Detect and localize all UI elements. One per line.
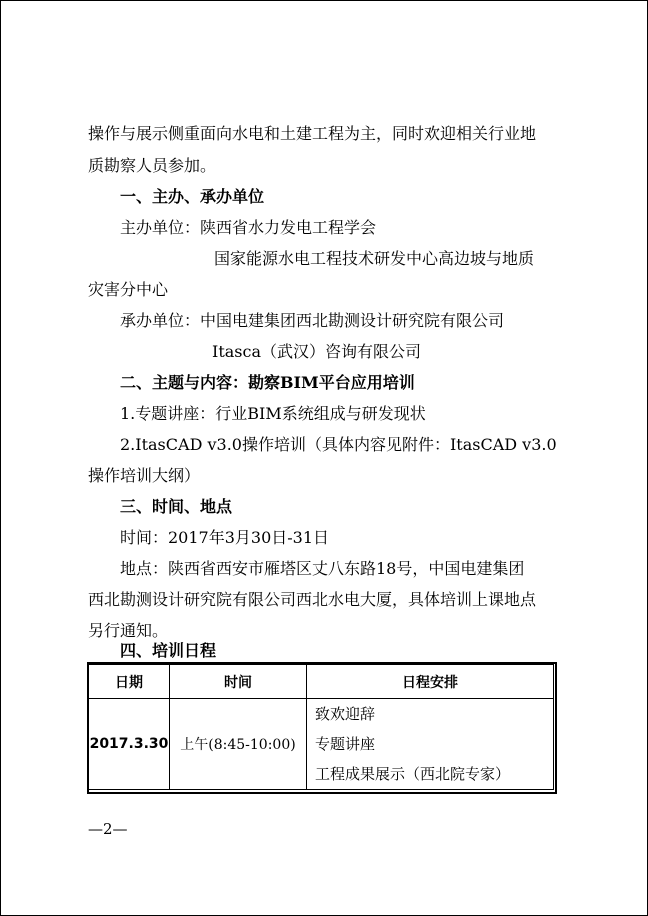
arrangement-item: 工程成果展示（西北院专家） xyxy=(315,765,511,783)
header-time: 时间 xyxy=(170,665,307,699)
topic-item-1: 1.专题讲座：行业BIM系统组成与研发现状 xyxy=(120,404,426,423)
intro-line-2: 质勘察人员参加。 xyxy=(88,156,217,175)
section-2-title: 二、主题与内容：勘察BIM平台应用培训 xyxy=(120,373,415,392)
organizer-org-2: Itasca（武汉）咨询有限公司 xyxy=(212,342,422,361)
section-1-title: 一、主办、承办单位 xyxy=(120,187,265,206)
row-arrangement xyxy=(307,699,554,790)
header-arrangement: 日程安排 xyxy=(307,665,554,699)
organizer-unit-line: 承办单位：中国电建集团西北勘测设计研究院有限公司 xyxy=(120,311,505,330)
topic-item-2-line-1: 2.ItasCAD v3.0操作培训（具体内容见附件：ItasCAD v3.0 xyxy=(120,435,557,454)
table-row xyxy=(89,699,554,790)
page-number: —2— xyxy=(88,820,128,838)
host-org-2-line-1: 国家能源水电工程技术研发中心高边坡与地质 xyxy=(214,249,535,268)
time-line: 时间：2017年3月30日-31日 xyxy=(120,528,330,547)
topic-item-2-line-2: 操作培训大纲） xyxy=(88,466,201,485)
location-line-3: 另行通知。 xyxy=(88,621,169,640)
section-4-title: 四、培训日程 xyxy=(120,641,217,660)
row-date: 2017.3.30 xyxy=(89,699,170,790)
arrangement-item: 致欢迎辞 xyxy=(315,705,376,723)
section-3-title: 三、时间、地点 xyxy=(120,497,233,516)
intro-line-1: 操作与展示侧重面向水电和土建工程为主，同时欢迎相关行业地 xyxy=(88,124,537,143)
schedule-header-row xyxy=(89,665,554,699)
host-org-2-line-2: 灾害分中心 xyxy=(88,280,169,299)
location-line-1: 地点：陕西省西安市雁塔区丈八东路18号，中国电建集团 xyxy=(120,559,525,578)
host-unit-line: 主办单位：陕西省水力发电工程学会 xyxy=(120,218,377,237)
schedule-table xyxy=(88,664,554,790)
row-time: 上午(8:45-10:00) xyxy=(170,699,307,790)
arrangement-item: 专题讲座 xyxy=(315,735,376,753)
location-line-2: 西北勘测设计研究院有限公司西北水电大厦，具体培训上课地点 xyxy=(88,590,537,609)
header-date: 日期 xyxy=(89,665,170,699)
